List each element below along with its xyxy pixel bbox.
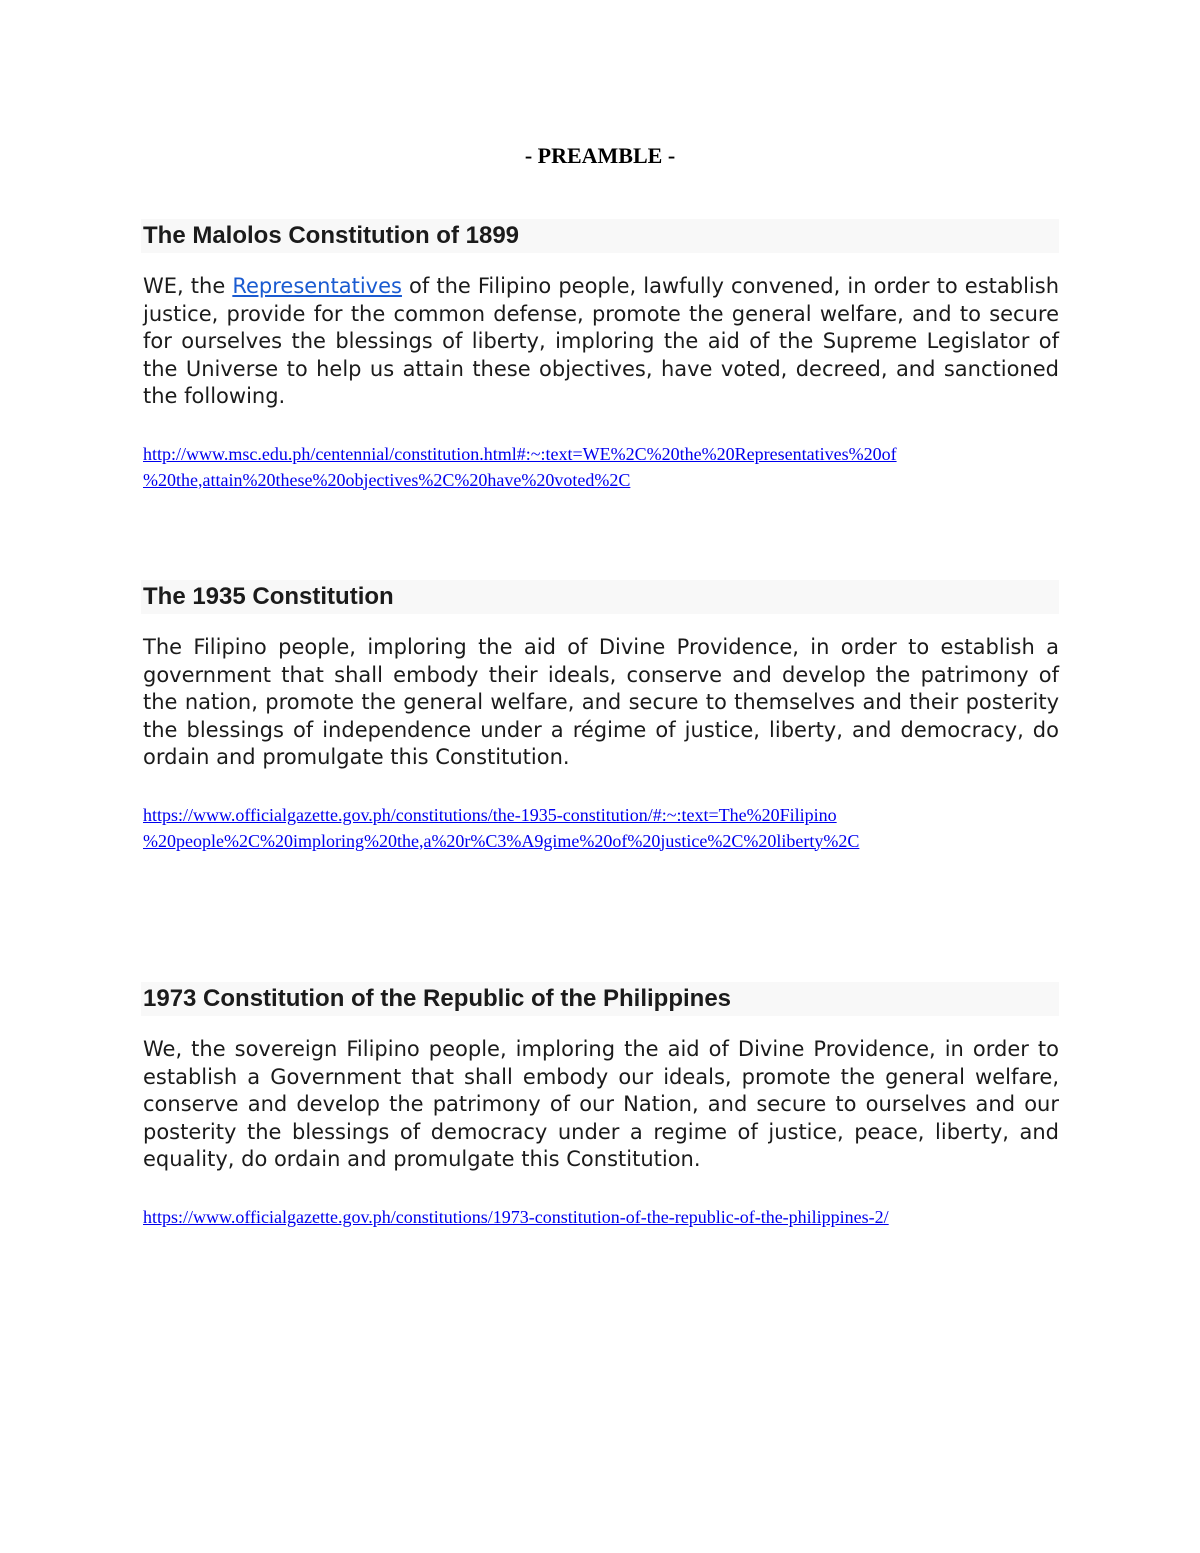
- section-1935-constitution: [141, 580, 1059, 854]
- section-heading: The Malolos Constitution of 1899: [141, 219, 1059, 253]
- page-title: - PREAMBLE -: [524, 143, 676, 168]
- section-paragraph: We, the sovereign Filipino people, imploring the aid of Divine Providence, in order to establish a Government that shall embody our ideals, promote the general welfare, conserve and develop the patrimony of our Nation, and secure to ourselves and our posterity the blessings of democracy under a regime of justice, peace, liberty, and equality, do ordain and promulgate this Constitution.: [143, 1037, 1059, 1171]
- source-link-line-1[interactable]: https://www.officialgazette.gov.ph/constitutions/1973-constitution-of-the-republic-of-the-philippines-2/: [143, 1206, 889, 1227]
- paragraph-text-rest: of the Filipino people, lawfully convened, in order to establish justice, provide for the common defense, promote the general welfare, and to secure for ourselves the blessings of liberty, imploring the aid of the Supreme Legislator of the Universe to help us attain these objectives, have voted, decreed, and sanctioned the following.: [143, 274, 1060, 408]
- source-link-line-1[interactable]: http://www.msc.edu.ph/centennial/constitution.html#:~:text=WE%2C%20the%20Representatives%20of: [143, 443, 897, 464]
- section-paragraph: [141, 273, 1059, 411]
- paragraph-text-start: WE, the: [143, 274, 233, 298]
- section-heading: 1973 Constitution of the Republic of the Philippines: [141, 982, 1059, 1016]
- section-paragraph: The Filipino people, imploring the aid of Divine Providence, in order to establish a government that shall embody their ideals, conserve and develop the patrimony of the nation, promote the general welfare, and secure to themselves and their posterity the blessings of independence under a régime of justice, liberty, and democracy, do ordain and promulgate this Constitution.: [143, 635, 1059, 769]
- section-malolos-1899: [141, 219, 1059, 493]
- section-heading: The 1935 Constitution: [141, 580, 1059, 614]
- representatives-link[interactable]: Representatives: [232, 274, 402, 298]
- source-link[interactable]: [141, 1204, 1059, 1230]
- source-link-line-2[interactable]: %20people%2C%20imploring%20the,a%20r%C3%A9gime%20of%20justice%2C%20liberty%2C: [143, 830, 860, 851]
- section-1973-constitution: [141, 982, 1059, 1230]
- source-link-line-1[interactable]: https://www.officialgazette.gov.ph/constitutions/the-1935-constitution/#:~:text=The%20Filipino: [143, 804, 837, 825]
- source-link[interactable]: [141, 802, 1059, 854]
- source-link[interactable]: [141, 441, 1059, 493]
- source-link-line-2[interactable]: %20the,attain%20these%20objectives%2C%20have%20voted%2C: [143, 469, 631, 490]
